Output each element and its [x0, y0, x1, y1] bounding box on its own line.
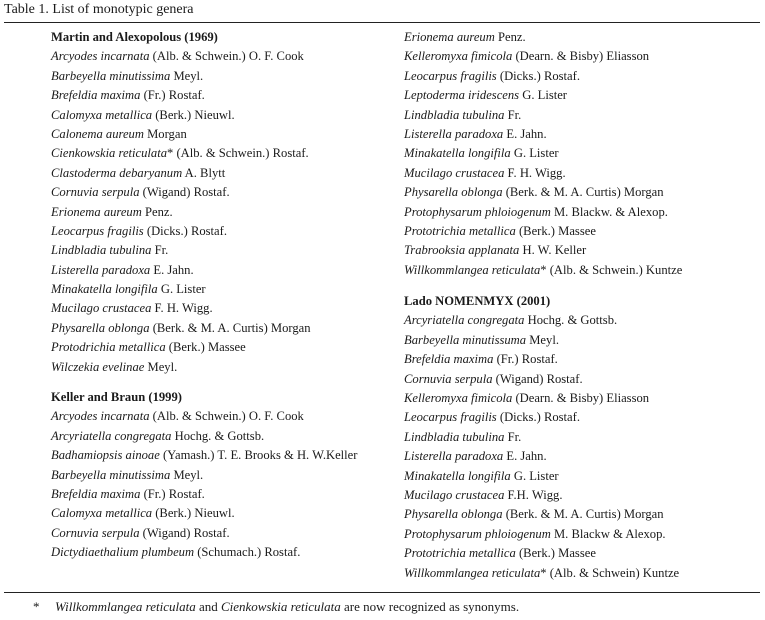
species-authority: E. Jahn. [506, 126, 547, 141]
species-name: Physarella oblonga [404, 185, 503, 200]
species-name: Trabrooksia applanata [404, 243, 520, 258]
genus-entry [51, 280, 396, 299]
genus-entry [51, 47, 396, 66]
footnote-text: are now recognized as synonyms. [343, 599, 520, 614]
species-name: Calomyxa metallica [51, 506, 153, 521]
species-name: Mucilago crustacea [404, 165, 505, 180]
species-authority: (Berk. & M. A. Curtis) Morgan [505, 185, 664, 200]
genus-entry [404, 486, 760, 505]
genus-entry [51, 183, 396, 202]
species-authority: F. H. Wigg. [154, 301, 213, 316]
species-name: Listerella paradoxa [404, 449, 504, 464]
species-name: Kelleromyxa fimicola [404, 391, 513, 406]
species-name: Lindbladia tubulina [51, 243, 152, 258]
genus-entry [404, 389, 760, 408]
genus-entry [51, 524, 396, 543]
species-name: Prototrichia metallica [404, 223, 516, 238]
species-name: Barbeyella minutissima [51, 467, 171, 482]
genus-entry [51, 67, 396, 86]
genus-entry [51, 485, 396, 504]
species-name: Protophysarum phloiogenum [404, 204, 551, 219]
species-name: Lindbladia tubulina [404, 429, 505, 444]
genus-entry [51, 358, 396, 377]
section-heading: Lado NOMENMYX (2001) [404, 294, 551, 309]
species-authority: G. Lister [160, 282, 206, 297]
species-name: Mucilago crustacea [404, 487, 505, 502]
top-rule [4, 22, 760, 23]
right-column [404, 28, 760, 583]
genus-entry [404, 144, 760, 163]
species-authority: Penz. [144, 204, 173, 219]
species-authority: E. Jahn. [153, 262, 194, 277]
genus-entry [404, 505, 760, 524]
genus-entry [404, 525, 760, 544]
genus-entry [51, 543, 396, 562]
section-heading: Keller and Braun (1999) [51, 390, 182, 405]
genus-entry [51, 407, 396, 426]
species-name: Physarella oblonga [404, 507, 503, 522]
species-authority: M. Blackw & Alexop. [553, 526, 666, 541]
species-authority: Meyl. [173, 68, 204, 83]
species-authority: (Dearn. & Bisby) Eliasson [515, 391, 650, 406]
species-name: Willkommlangea reticulata [404, 262, 541, 277]
species-name: Leocarpus fragilis [404, 410, 497, 425]
species-name: Lindbladia tubulina [404, 107, 505, 122]
genus-entry [404, 164, 760, 183]
species-name: Cornuvia serpula [404, 371, 493, 386]
species-authority: * (Alb. & Schwein.) Kuntze [540, 262, 683, 277]
species-name: Minakatella longifila [404, 146, 511, 161]
species-name: Arcyriatella congregata [404, 313, 525, 328]
species-name: Calomyxa metallica [51, 107, 153, 122]
genus-entry [51, 144, 396, 163]
genus-entry [404, 203, 760, 222]
species-name: Arcyodes incarnata [51, 49, 150, 64]
species-authority: (Berk.) Massee [518, 223, 596, 238]
species-authority: (Berk. & M. A. Curtis) Morgan [152, 320, 311, 335]
species-authority: (Alb. & Schwein.) O. F. Cook [152, 409, 304, 424]
species-authority: * (Alb. & Schwein) Kuntze [540, 565, 680, 580]
genus-entry [51, 203, 396, 222]
species-name: Cienkowskia reticulata [51, 146, 168, 161]
species-name: Prototrichia metallica [404, 546, 516, 561]
genus-entry [51, 106, 396, 125]
species-name: Listerella paradoxa [404, 126, 504, 141]
species-name: Physarella oblonga [51, 320, 150, 335]
genus-entry [404, 467, 760, 486]
species-authority: G. Lister [513, 146, 559, 161]
genus-entry [404, 106, 760, 125]
species-authority: Meyl. [147, 359, 178, 374]
genus-entry [51, 427, 396, 446]
species-name: Kelleromyxa fimicola [404, 49, 513, 64]
genus-entry [51, 241, 396, 260]
species-name: Protodrichia metallica [51, 340, 166, 355]
species-name: Mucilago crustacea [51, 301, 152, 316]
species-authority: Fr. [507, 107, 522, 122]
species-name: Brefeldia maxima [404, 352, 494, 367]
genus-entry [51, 446, 396, 465]
species-name: Barbeyella minutissima [51, 68, 171, 83]
species-name: Leptoderma iridescens [404, 88, 520, 103]
species-authority: F.H. Wigg. [507, 487, 563, 502]
genus-entry [404, 67, 760, 86]
species-authority: Penz. [497, 30, 526, 44]
species-authority: (Berk.) Nieuwl. [155, 506, 235, 521]
species-authority: (Dearn. & Bisby) Eliasson [515, 49, 650, 64]
genus-entry [404, 428, 760, 447]
species-authority: Hochg. & Gottsb. [527, 313, 618, 328]
species-authority: (Yamash.) T. E. Brooks & H. W.Keller [162, 448, 358, 463]
species-name: Dictydiaethalium plumbeum [51, 545, 195, 560]
footnote-species-b: Cienkowskia reticulata [220, 599, 341, 614]
species-authority: (Dicks.) Rostaf. [146, 223, 227, 238]
species-name: Erionema aureum [404, 30, 495, 44]
genus-entry [51, 222, 396, 241]
species-name: Barbeyella minutissuma [404, 332, 527, 347]
species-authority: (Dicks.) Rostaf. [499, 410, 580, 425]
left-column [51, 28, 396, 563]
species-name: Wilczekia evelinae [51, 359, 145, 374]
species-authority: Meyl. [529, 332, 559, 347]
section-heading: Martin and Alexopolous (1969) [51, 30, 218, 44]
species-name: Brefeldia maxima [51, 486, 141, 501]
species-authority: (Berk.) Massee [168, 340, 246, 355]
species-name: Protophysarum phloiogenum [404, 526, 551, 541]
species-name: Minakatella longifila [51, 282, 158, 297]
genus-entry [404, 331, 760, 350]
genus-entry [51, 299, 396, 318]
species-authority: (Berk.) Massee [518, 546, 596, 561]
species-authority: F. H. Wigg. [507, 165, 566, 180]
species-authority: (Fr.) Rostaf. [143, 486, 205, 501]
footnote [33, 598, 519, 616]
genus-entry [51, 125, 396, 144]
species-authority: (Berk.) Nieuwl. [155, 107, 235, 122]
genus-entry [51, 86, 396, 105]
species-authority: G. Lister [522, 88, 568, 103]
species-authority: (Wigand) Rostaf. [495, 371, 583, 386]
section-gap [404, 280, 760, 292]
genus-entry [404, 370, 760, 389]
species-authority: A. Blytt [184, 165, 226, 180]
species-name: Clastoderma debaryanum [51, 165, 183, 180]
species-authority: (Wigand) Rostaf. [142, 525, 230, 540]
species-authority: (Dicks.) Rostaf. [499, 68, 580, 83]
genus-entry [404, 183, 760, 202]
species-name: Cornuvia serpula [51, 525, 140, 540]
species-authority: (Berk. & M. A. Curtis) Morgan [505, 507, 664, 522]
species-authority: H. W. Keller [522, 243, 587, 258]
species-name: Calonema aureum [51, 126, 144, 141]
species-name: Leocarpus fragilis [51, 223, 144, 238]
species-authority: Meyl. [173, 467, 204, 482]
species-authority: (Fr.) Rostaf. [496, 352, 558, 367]
species-name: Cornuvia serpula [51, 185, 140, 200]
species-authority: E. Jahn. [506, 449, 547, 464]
species-name: Arcyriatella congregata [51, 428, 172, 443]
genus-entry [404, 28, 760, 47]
genus-entry [404, 125, 760, 144]
section-gap [51, 377, 396, 388]
species-name: Erionema aureum [51, 204, 142, 219]
species-authority: G. Lister [513, 468, 559, 483]
genus-entry [404, 86, 760, 105]
genus-entry [51, 164, 396, 183]
table-caption: Table 1. List of monotypic genera [4, 2, 194, 17]
genus-entry [404, 408, 760, 427]
footnote-marker: * [33, 599, 40, 614]
genus-entry [51, 338, 396, 357]
species-authority: Morgan [147, 126, 187, 141]
genus-entry [51, 504, 396, 523]
species-authority: (Wigand) Rostaf. [142, 185, 230, 200]
genus-entry [404, 350, 760, 369]
species-authority: Fr. [154, 243, 169, 258]
genus-entry [404, 241, 760, 260]
genus-entry [404, 47, 760, 66]
species-authority: * (Alb. & Schwein.) Rostaf. [167, 146, 309, 161]
species-authority: Fr. [507, 429, 522, 444]
genus-entry [51, 319, 396, 338]
genus-entry [404, 261, 760, 280]
genus-entry [404, 447, 760, 466]
species-name: Badhamiopsis ainoae [51, 448, 160, 463]
species-name: Willkommlangea reticulata [404, 565, 541, 580]
species-name: Listerella paradoxa [51, 262, 151, 277]
genus-entry [51, 261, 396, 280]
genus-entry [404, 544, 760, 563]
footnote-conjunction: and [198, 599, 218, 614]
footnote-species-a: Willkommlangea reticulata [55, 599, 196, 614]
genus-entry [404, 222, 760, 241]
species-authority: (Schumach.) Rostaf. [197, 545, 301, 560]
species-name: Arcyodes incarnata [51, 409, 150, 424]
genus-entry [404, 311, 760, 330]
genus-entry [404, 564, 760, 583]
species-authority: M. Blackw. & Alexop. [553, 204, 668, 219]
species-authority: (Fr.) Rostaf. [143, 88, 205, 103]
species-name: Leocarpus fragilis [404, 68, 497, 83]
genus-entry [51, 466, 396, 485]
species-authority: (Alb. & Schwein.) O. F. Cook [152, 49, 304, 64]
species-authority: Hochg. & Gottsb. [174, 428, 265, 443]
species-name: Minakatella longifila [404, 468, 511, 483]
bottom-rule [4, 592, 760, 593]
species-name: Brefeldia maxima [51, 88, 141, 103]
